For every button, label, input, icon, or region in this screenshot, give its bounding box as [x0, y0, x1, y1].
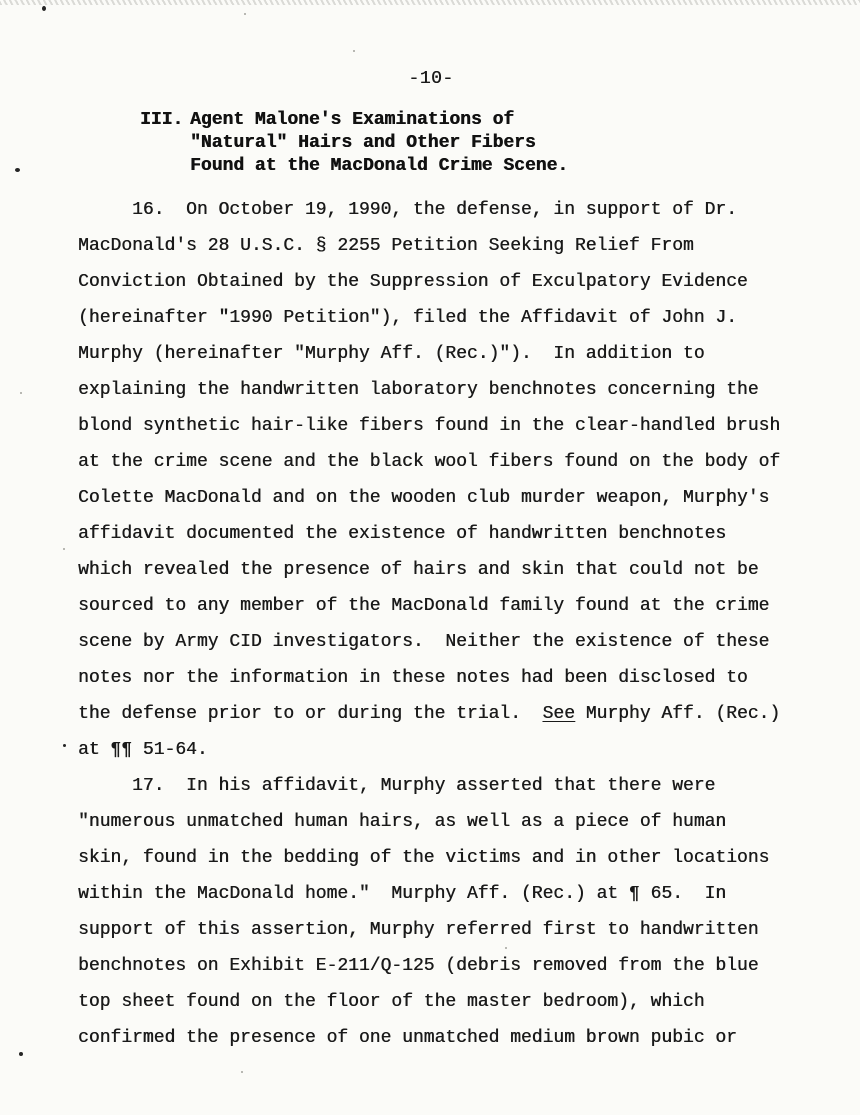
paragraph-16 — [78, 192, 838, 696]
scan-speck — [20, 392, 22, 394]
citation-after: Murphy Aff. (Rec.) — [574, 704, 781, 724]
text-line: (hereinafter "1990 Petition"), filed the Affidavit of John J. — [78, 308, 737, 328]
scan-speck — [19, 1052, 23, 1056]
text-line: notes nor the information in these notes had been disclosed to — [78, 668, 748, 688]
text-line: at the crime scene and the black wool fibers found on the body of — [78, 452, 781, 472]
text-line: Conviction Obtained by the Suppression of Exculpatory Evidence — [78, 272, 748, 292]
text-line: Colette MacDonald and on the wooden club murder weapon, Murphy's — [78, 488, 770, 508]
text-line: scene by Army CID investigators. Neither the existence of these — [78, 632, 770, 652]
text-line: which revealed the presence of hairs and skin that could not be — [78, 560, 759, 580]
text-line: 16. On October 19, 1990, the defense, in support of Dr. — [78, 200, 737, 220]
text-line: blond synthetic hair-like fibers found in the clear-handled brush — [78, 416, 781, 436]
scan-speck — [42, 6, 46, 11]
scan-speck — [241, 1071, 243, 1073]
text-line: within the MacDonald home." Murphy Aff. (Rec.) at ¶ 65. In — [78, 884, 727, 904]
text-line: benchnotes on Exhibit E-211/Q-125 (debris removed from the blue — [78, 956, 759, 976]
scan-edge-artifact — [0, 0, 860, 5]
paragraph-16-last-line: at ¶¶ 51-64. — [78, 740, 208, 760]
text-line: explaining the handwritten laboratory benchnotes concerning the — [78, 380, 759, 400]
text-line: Murphy (hereinafter "Murphy Aff. (Rec.)"). In addition to — [78, 344, 705, 364]
citation-line — [78, 696, 838, 732]
text-line: "numerous unmatched human hairs, as well as a piece of human — [78, 812, 727, 832]
text-line: MacDonald's 28 U.S.C. § 2255 Petition Seeking Relief From — [78, 236, 694, 256]
section-heading-line: Agent Malone's Examinations of — [190, 110, 515, 130]
text-line: top sheet found on the floor of the master bedroom), which — [78, 992, 705, 1012]
citation-see-underlined: See — [542, 704, 575, 724]
text-line: sourced to any member of the MacDonald family found at the crime — [78, 596, 770, 616]
page-number: -10- — [408, 69, 454, 89]
section-heading-text — [190, 109, 568, 178]
citation-before: the defense prior to or during the trial. — [78, 704, 543, 724]
text-line: affidavit documented the existence of handwritten benchnotes — [78, 524, 727, 544]
text-line: support of this assertion, Murphy referred first to handwritten — [78, 920, 759, 940]
scan-speck — [244, 13, 246, 15]
text-line: confirmed the presence of one unmatched medium brown pubic or — [78, 1028, 737, 1048]
document-body — [78, 192, 838, 1056]
scan-speck — [353, 50, 355, 52]
scan-speck — [63, 744, 66, 747]
section-heading-line: Found at the MacDonald Crime Scene. — [190, 156, 569, 176]
text-line: 17. In his affidavit, Murphy asserted that there were — [78, 776, 716, 796]
section-heading — [140, 109, 568, 178]
section-heading-numeral: III. — [140, 110, 184, 130]
scan-speck — [505, 947, 507, 949]
text-line: skin, found in the bedding of the victims and in other locations — [78, 848, 770, 868]
scan-speck — [63, 548, 65, 550]
paragraph-17 — [78, 768, 838, 1056]
section-heading-line: "Natural" Hairs and Other Fibers — [190, 133, 536, 153]
scan-speck — [15, 168, 20, 172]
